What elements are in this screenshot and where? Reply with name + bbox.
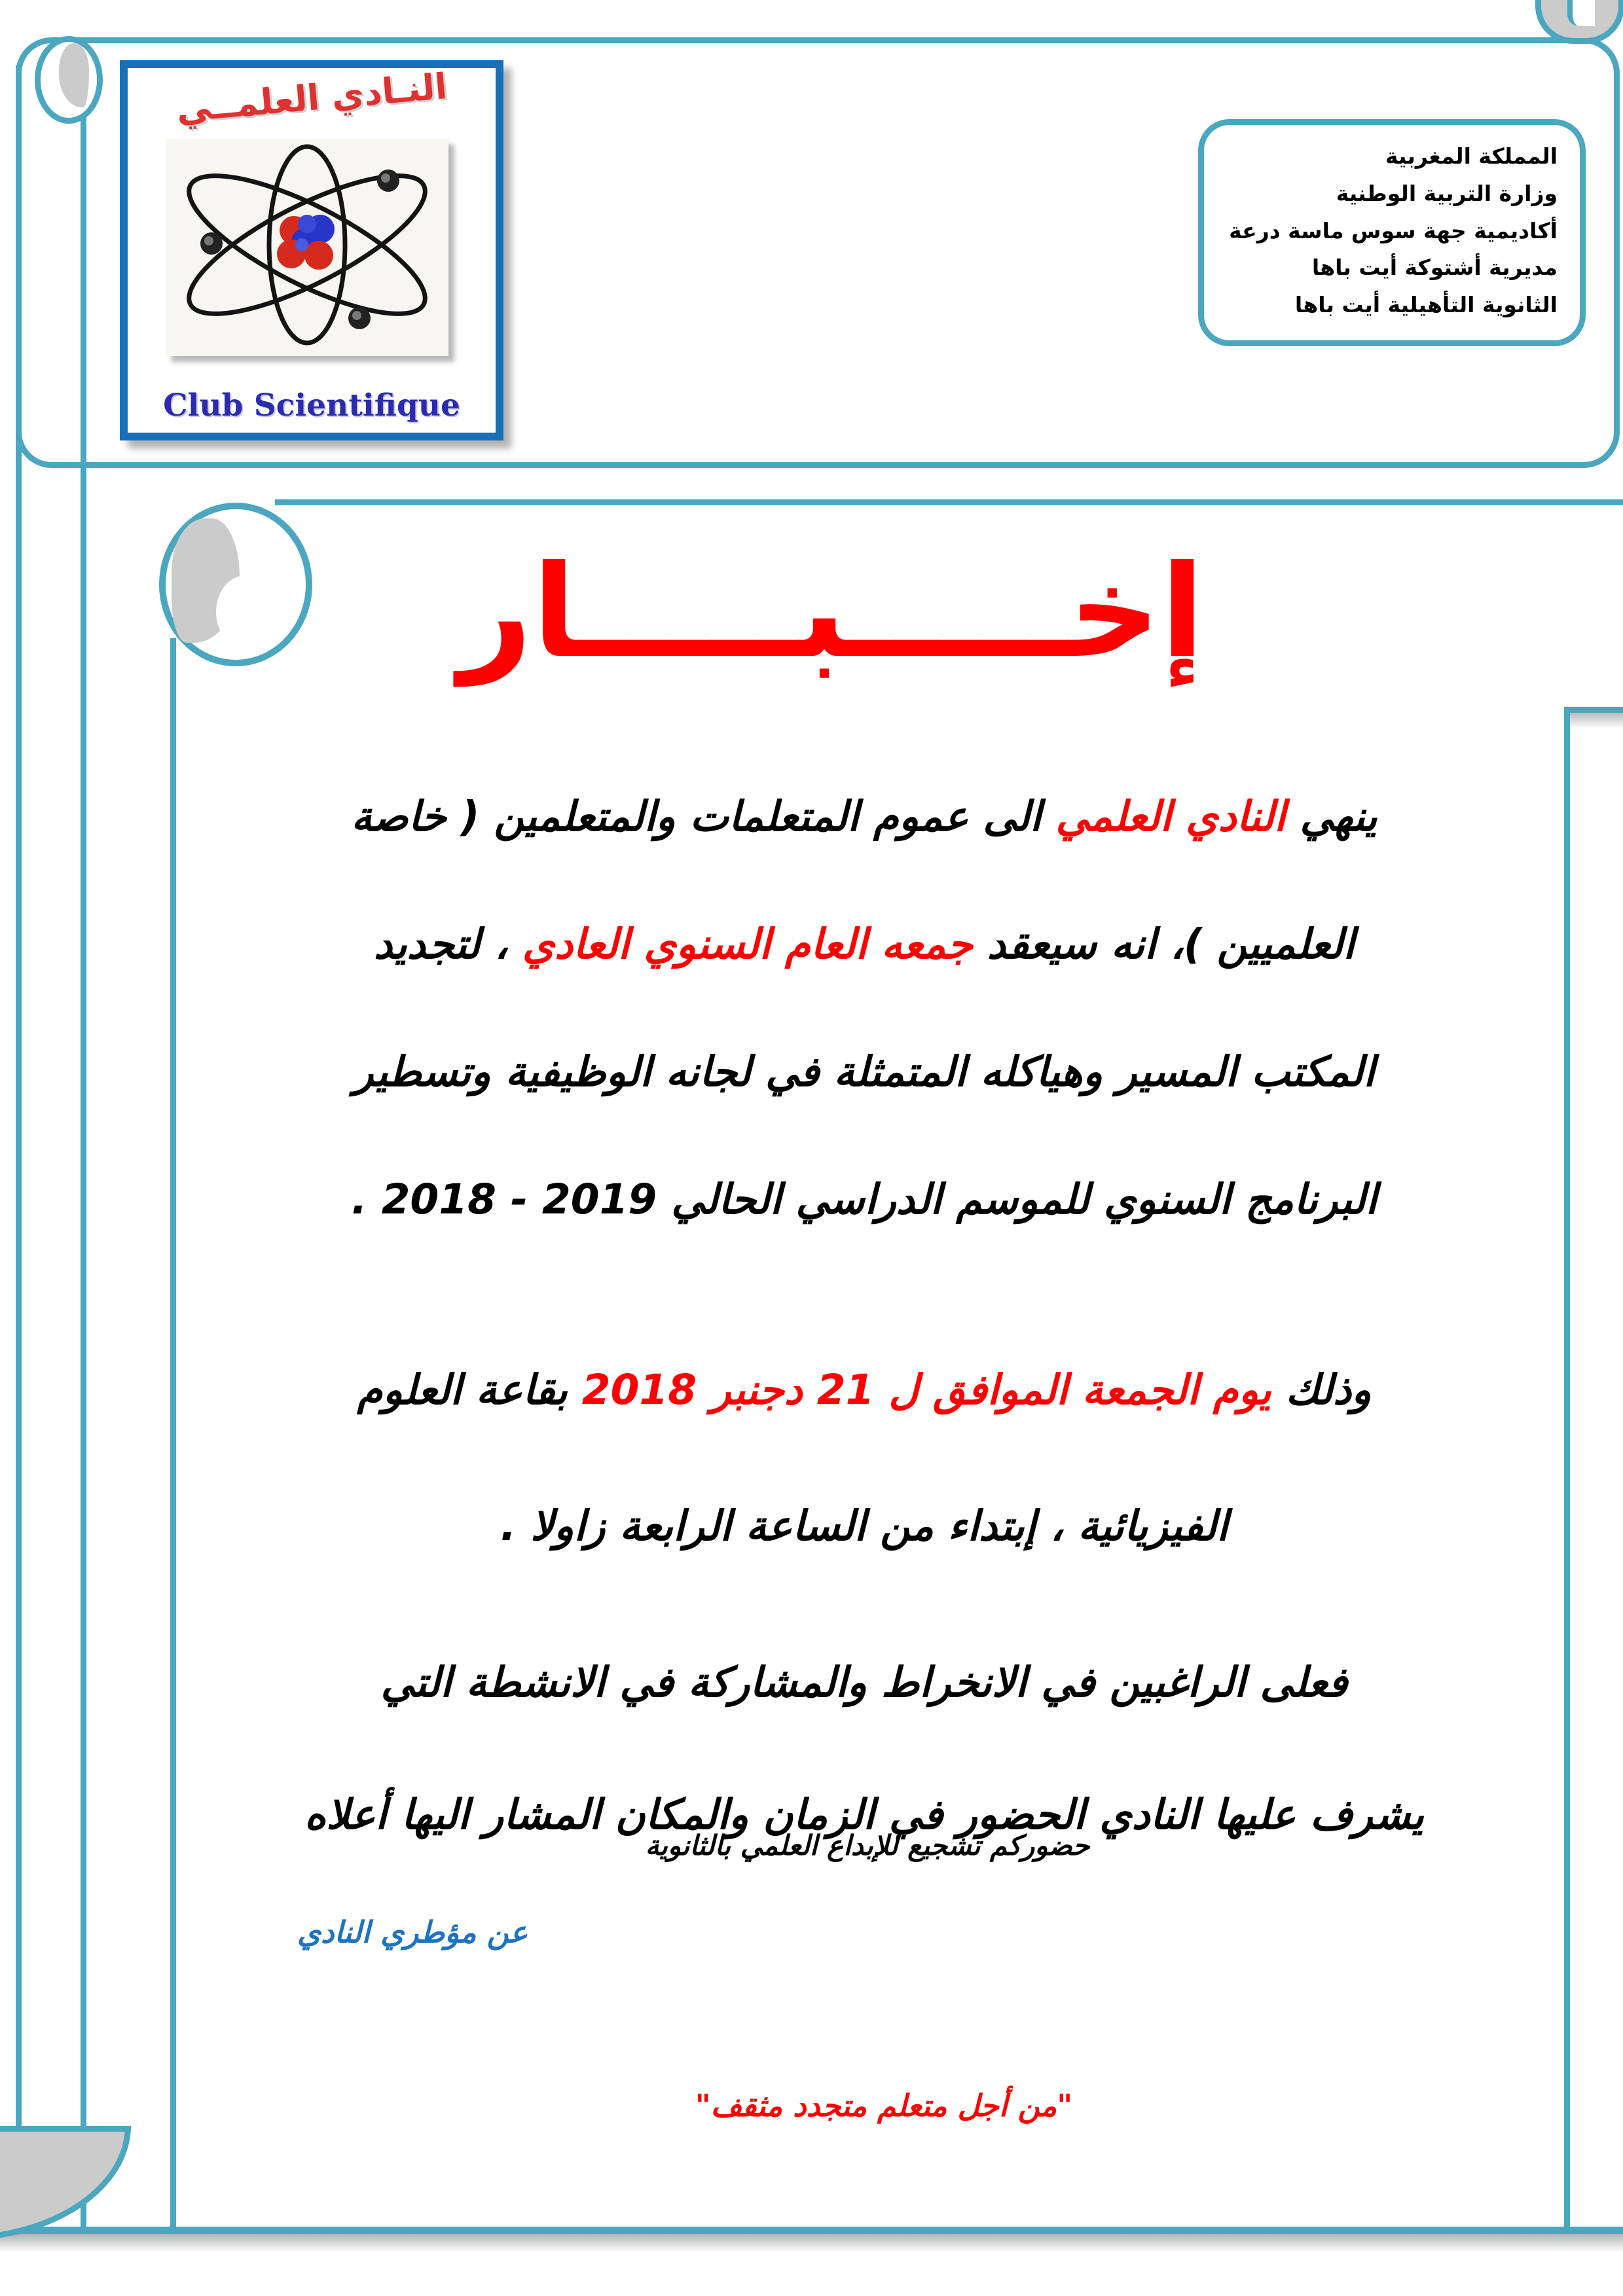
club-latin-name: Club Scientifique	[163, 387, 460, 423]
paragraph-line: المكتب المسير وهياكله المتمثلة في لجانه الوظيفية وتسطير	[354, 1048, 1375, 1096]
club-logo-box	[120, 60, 503, 440]
club-arabic-name: النـادي العلمــي	[174, 65, 449, 130]
scroll-curl-bottom-left	[0, 2126, 131, 2241]
paragraph-line: ينهي النادي العلمي الى عموم المتعلمات والمتعلمين ( خاصة	[351, 793, 1377, 840]
paragraph-announcement	[196, 753, 1532, 1263]
scroll-bottom-line	[0, 2227, 1623, 2234]
body-right-stub	[1564, 707, 1623, 713]
body-right-shadow	[1570, 713, 1623, 728]
body-top-line	[275, 499, 1623, 505]
ministry-line-directorate: مديرية أشتوكة أيت باها	[1311, 255, 1558, 281]
scroll-left-inner-line	[81, 107, 86, 2232]
ministry-line-school: الثانوية التأهيلية أيت باها	[1294, 292, 1558, 317]
scroll-curl-top-right-notch	[1567, 0, 1595, 26]
ministry-line-ministry: وزارة التربية الوطنية	[1336, 180, 1558, 206]
signature-text: عن مؤطري النادي	[297, 1914, 528, 1950]
body-left-line	[170, 638, 176, 2233]
paragraph-line: الفيزيائية ، إبتداء من الساعة الرابعة زاولا .	[500, 1502, 1228, 1550]
ministry-line-academy: أكاديمية جهة سوس ماسة درعة	[1229, 217, 1558, 243]
paragraph-date-place	[196, 1322, 1532, 1594]
atom-icon	[166, 139, 448, 356]
paragraph-line: البرنامج السنوي للموسم الدراسي الحالي 2019 - 2018 .	[351, 1175, 1377, 1223]
scroll-left-outer-line	[16, 65, 22, 2233]
page-title: إخـــــبـــــار	[458, 537, 1205, 686]
paragraph-line: فعلى الراغبين في الانخراط والمشاركة في الانشطة التي	[380, 1659, 1348, 1706]
ministry-line-kingdom: المملكة المغربية	[1385, 143, 1558, 169]
paragraph-line: يشرف عليها النادي الحضور في الزمان والمكان المشار اليها أعلاه	[304, 1791, 1424, 1839]
encouragement-note: حضوركم تشجيع للإبداع العلمي بالثانوية	[645, 1829, 1090, 1861]
body-right-line	[1564, 707, 1570, 2233]
ministry-header-box	[1198, 119, 1586, 346]
motto-quote: "من أجل متعلم متجدد مثقف"	[695, 2088, 1073, 2123]
bottom-shadow	[0, 2234, 1623, 2252]
paragraph-line: العلميين )، انه سيعقد جمعه العام السنوي العادي ، لتجديد	[374, 920, 1355, 968]
paragraph-line: وذلك يوم الجمعة الموافق ل 21 دجنبر 2018 بقاعة العلوم	[357, 1366, 1372, 1414]
